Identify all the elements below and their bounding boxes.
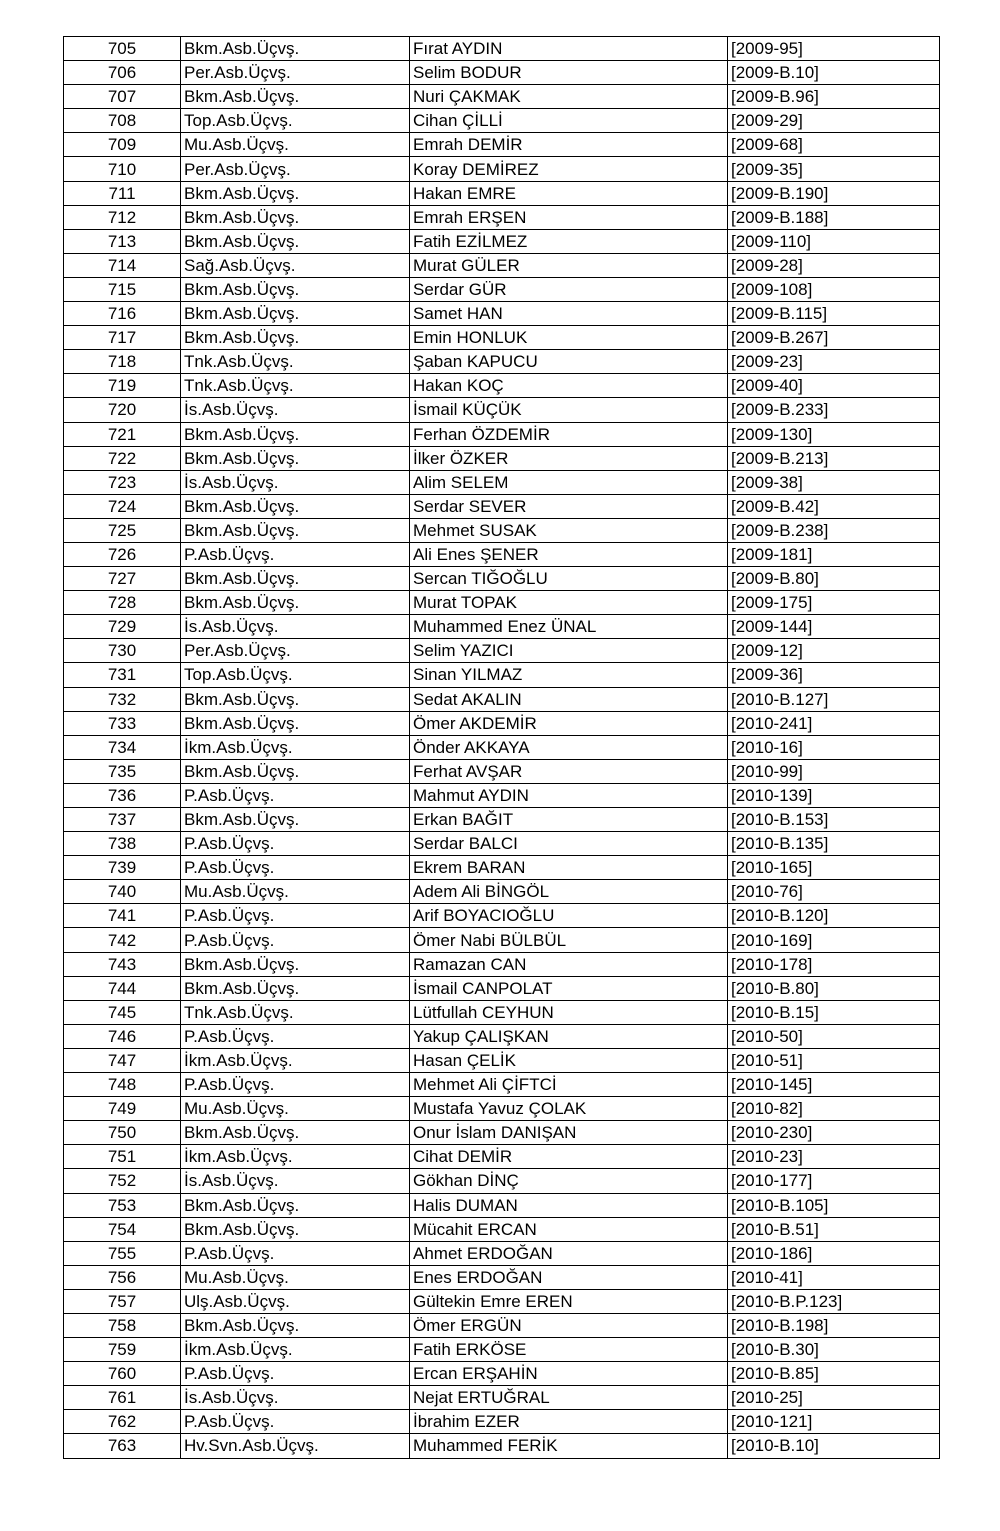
table-row: [64, 1193, 940, 1217]
row-number: 739: [64, 856, 181, 880]
table-row: [64, 1217, 940, 1241]
table-row: [64, 856, 940, 880]
row-number: 726: [64, 542, 181, 566]
code-cell: [2009-110]: [728, 229, 940, 253]
code-cell: [2009-108]: [728, 277, 940, 301]
table-row: [64, 277, 940, 301]
code-cell: [2009-B.233]: [728, 398, 940, 422]
code-cell: [2009-12]: [728, 639, 940, 663]
row-number: 717: [64, 326, 181, 350]
row-number: 728: [64, 591, 181, 615]
table-row: [64, 518, 940, 542]
table-row: [64, 494, 940, 518]
row-number: 754: [64, 1217, 181, 1241]
row-number: 761: [64, 1386, 181, 1410]
row-number: 734: [64, 735, 181, 759]
rank-cell: Bkm.Asb.Üçvş.: [181, 85, 410, 109]
name-cell: Erkan BAĞIT: [410, 808, 728, 832]
row-number: 762: [64, 1410, 181, 1434]
row-number: 743: [64, 952, 181, 976]
row-number: 727: [64, 567, 181, 591]
row-number: 747: [64, 1048, 181, 1072]
code-cell: [2009-B.80]: [728, 567, 940, 591]
row-number: 745: [64, 1000, 181, 1024]
rank-cell: Bkm.Asb.Üçvş.: [181, 567, 410, 591]
table-row: [64, 374, 940, 398]
row-number: 724: [64, 494, 181, 518]
rank-cell: Bkm.Asb.Üçvş.: [181, 494, 410, 518]
table-row: [64, 1410, 940, 1434]
rank-cell: Per.Asb.Üçvş.: [181, 61, 410, 85]
rank-cell: Per.Asb.Üçvş.: [181, 157, 410, 181]
name-cell: Ekrem BARAN: [410, 856, 728, 880]
code-cell: [2010-B.105]: [728, 1193, 940, 1217]
table-row: [64, 1097, 940, 1121]
table-row: [64, 542, 940, 566]
row-number: 711: [64, 181, 181, 205]
rank-cell: Bkm.Asb.Üçvş.: [181, 711, 410, 735]
table-row: [64, 253, 940, 277]
row-number: 718: [64, 350, 181, 374]
name-cell: Hasan ÇELİK: [410, 1048, 728, 1072]
rank-cell: Bkm.Asb.Üçvş.: [181, 277, 410, 301]
table-row: [64, 1241, 940, 1265]
rank-cell: Mu.Asb.Üçvş.: [181, 133, 410, 157]
rank-cell: P.Asb.Üçvş.: [181, 542, 410, 566]
rank-cell: P.Asb.Üçvş.: [181, 1410, 410, 1434]
name-cell: Selim YAZICI: [410, 639, 728, 663]
rank-cell: Bkm.Asb.Üçvş.: [181, 808, 410, 832]
name-cell: Ahmet ERDOĞAN: [410, 1241, 728, 1265]
table-row: [64, 832, 940, 856]
table-row: [64, 904, 940, 928]
name-cell: Koray DEMİREZ: [410, 157, 728, 181]
rank-cell: İs.Asb.Üçvş.: [181, 398, 410, 422]
name-cell: Mahmut AYDIN: [410, 783, 728, 807]
name-cell: Sinan YILMAZ: [410, 663, 728, 687]
name-cell: Nuri ÇAKMAK: [410, 85, 728, 109]
table-row: [64, 1121, 940, 1145]
row-number: 721: [64, 422, 181, 446]
row-number: 760: [64, 1362, 181, 1386]
name-cell: Emrah DEMİR: [410, 133, 728, 157]
name-cell: Sercan TIĞOĞLU: [410, 567, 728, 591]
table-row: [64, 735, 940, 759]
code-cell: [2009-B.42]: [728, 494, 940, 518]
rank-cell: P.Asb.Üçvş.: [181, 1073, 410, 1097]
name-cell: Muhammed FERİK: [410, 1434, 728, 1458]
rank-cell: Bkm.Asb.Üçvş.: [181, 1217, 410, 1241]
code-cell: [2010-B.198]: [728, 1313, 940, 1337]
code-cell: [2010-186]: [728, 1241, 940, 1265]
row-number: 758: [64, 1313, 181, 1337]
code-cell: [2010-B.85]: [728, 1362, 940, 1386]
rank-cell: İkm.Asb.Üçvş.: [181, 1048, 410, 1072]
table-row: [64, 350, 940, 374]
name-cell: Serdar SEVER: [410, 494, 728, 518]
table-row: [64, 591, 940, 615]
row-number: 742: [64, 928, 181, 952]
rank-cell: Hv.Svn.Asb.Üçvş.: [181, 1434, 410, 1458]
table-row: [64, 1169, 940, 1193]
rank-cell: Bkm.Asb.Üçvş.: [181, 952, 410, 976]
rank-cell: Bkm.Asb.Üçvş.: [181, 229, 410, 253]
name-cell: Fatih EZİLMEZ: [410, 229, 728, 253]
row-number: 741: [64, 904, 181, 928]
row-number: 740: [64, 880, 181, 904]
code-cell: [2010-76]: [728, 880, 940, 904]
code-cell: [2010-230]: [728, 1121, 940, 1145]
table-row: [64, 157, 940, 181]
name-cell: İbrahim EZER: [410, 1410, 728, 1434]
table-row: [64, 976, 940, 1000]
row-number: 751: [64, 1145, 181, 1169]
code-cell: [2010-B.127]: [728, 687, 940, 711]
rank-cell: İs.Asb.Üçvş.: [181, 470, 410, 494]
name-cell: Ferhan ÖZDEMİR: [410, 422, 728, 446]
table-row: [64, 759, 940, 783]
table-row: [64, 229, 940, 253]
table-row: [64, 37, 940, 61]
table-row: [64, 1048, 940, 1072]
code-cell: [2009-130]: [728, 422, 940, 446]
code-cell: [2010-121]: [728, 1410, 940, 1434]
code-cell: [2009-29]: [728, 109, 940, 133]
name-cell: Mustafa Yavuz ÇOLAK: [410, 1097, 728, 1121]
name-cell: Şaban KAPUCU: [410, 350, 728, 374]
table-row: [64, 952, 940, 976]
personnel-roster-table: [63, 36, 940, 1459]
code-cell: [2009-181]: [728, 542, 940, 566]
code-cell: [2010-B.15]: [728, 1000, 940, 1024]
code-cell: [2010-178]: [728, 952, 940, 976]
rank-cell: P.Asb.Üçvş.: [181, 928, 410, 952]
row-number: 730: [64, 639, 181, 663]
row-number: 709: [64, 133, 181, 157]
rank-cell: Bkm.Asb.Üçvş.: [181, 1193, 410, 1217]
code-cell: [2009-B.96]: [728, 85, 940, 109]
table-row: [64, 1289, 940, 1313]
name-cell: Adem Ali BİNGÖL: [410, 880, 728, 904]
rank-cell: Tnk.Asb.Üçvş.: [181, 1000, 410, 1024]
code-cell: [2009-B.188]: [728, 205, 940, 229]
name-cell: Alim SELEM: [410, 470, 728, 494]
code-cell: [2009-23]: [728, 350, 940, 374]
row-number: 723: [64, 470, 181, 494]
name-cell: Mücahit ERCAN: [410, 1217, 728, 1241]
row-number: 738: [64, 832, 181, 856]
rank-cell: Tnk.Asb.Üçvş.: [181, 374, 410, 398]
row-number: 706: [64, 61, 181, 85]
rank-cell: İs.Asb.Üçvş.: [181, 1386, 410, 1410]
rank-cell: P.Asb.Üçvş.: [181, 1241, 410, 1265]
row-number: 759: [64, 1338, 181, 1362]
rank-cell: P.Asb.Üçvş.: [181, 856, 410, 880]
rank-cell: Bkm.Asb.Üçvş.: [181, 302, 410, 326]
rank-cell: P.Asb.Üçvş.: [181, 1024, 410, 1048]
code-cell: [2010-241]: [728, 711, 940, 735]
rank-cell: Top.Asb.Üçvş.: [181, 663, 410, 687]
roster-body: [64, 37, 940, 1459]
name-cell: Ferhat AVŞAR: [410, 759, 728, 783]
rank-cell: Bkm.Asb.Üçvş.: [181, 518, 410, 542]
row-number: 763: [64, 1434, 181, 1458]
table-row: [64, 133, 940, 157]
row-number: 710: [64, 157, 181, 181]
rank-cell: İkm.Asb.Üçvş.: [181, 1145, 410, 1169]
name-cell: Gültekin Emre EREN: [410, 1289, 728, 1313]
table-row: [64, 711, 940, 735]
name-cell: Mehmet SUSAK: [410, 518, 728, 542]
name-cell: Onur İslam DANIŞAN: [410, 1121, 728, 1145]
code-cell: [2010-145]: [728, 1073, 940, 1097]
rank-cell: İs.Asb.Üçvş.: [181, 615, 410, 639]
rank-cell: Bkm.Asb.Üçvş.: [181, 976, 410, 1000]
row-number: 720: [64, 398, 181, 422]
row-number: 722: [64, 446, 181, 470]
name-cell: Arif BOYACIOĞLU: [410, 904, 728, 928]
name-cell: Mehmet Ali ÇİFTCİ: [410, 1073, 728, 1097]
name-cell: Önder AKKAYA: [410, 735, 728, 759]
row-number: 708: [64, 109, 181, 133]
rank-cell: Bkm.Asb.Üçvş.: [181, 37, 410, 61]
row-number: 749: [64, 1097, 181, 1121]
name-cell: Emrah ERŞEN: [410, 205, 728, 229]
code-cell: [2009-B.238]: [728, 518, 940, 542]
name-cell: Hakan EMRE: [410, 181, 728, 205]
rank-cell: Bkm.Asb.Üçvş.: [181, 591, 410, 615]
rank-cell: Mu.Asb.Üçvş.: [181, 1097, 410, 1121]
name-cell: Murat GÜLER: [410, 253, 728, 277]
name-cell: Fatih ERKÖSE: [410, 1338, 728, 1362]
row-number: 715: [64, 277, 181, 301]
table-row: [64, 61, 940, 85]
row-number: 729: [64, 615, 181, 639]
row-number: 713: [64, 229, 181, 253]
rank-cell: Bkm.Asb.Üçvş.: [181, 326, 410, 350]
table-row: [64, 567, 940, 591]
rank-cell: İkm.Asb.Üçvş.: [181, 1338, 410, 1362]
code-cell: [2009-28]: [728, 253, 940, 277]
row-number: 736: [64, 783, 181, 807]
table-row: [64, 880, 940, 904]
rank-cell: Bkm.Asb.Üçvş.: [181, 422, 410, 446]
code-cell: [2010-82]: [728, 1097, 940, 1121]
table-row: [64, 422, 940, 446]
row-number: 719: [64, 374, 181, 398]
code-cell: [2010-B.153]: [728, 808, 940, 832]
name-cell: Nejat ERTUĞRAL: [410, 1386, 728, 1410]
row-number: 757: [64, 1289, 181, 1313]
table-row: [64, 639, 940, 663]
table-row: [64, 1073, 940, 1097]
code-cell: [2010-23]: [728, 1145, 940, 1169]
name-cell: Ömer AKDEMİR: [410, 711, 728, 735]
name-cell: Ömer ERGÜN: [410, 1313, 728, 1337]
rank-cell: Top.Asb.Üçvş.: [181, 109, 410, 133]
table-row: [64, 302, 940, 326]
name-cell: Cihat DEMİR: [410, 1145, 728, 1169]
row-number: 705: [64, 37, 181, 61]
table-row: [64, 109, 940, 133]
name-cell: Murat TOPAK: [410, 591, 728, 615]
rank-cell: P.Asb.Üçvş.: [181, 1362, 410, 1386]
row-number: 725: [64, 518, 181, 542]
table-row: [64, 398, 940, 422]
code-cell: [2010-B.P.123]: [728, 1289, 940, 1313]
code-cell: [2009-95]: [728, 37, 940, 61]
code-cell: [2010-139]: [728, 783, 940, 807]
row-number: 716: [64, 302, 181, 326]
rank-cell: Per.Asb.Üçvş.: [181, 639, 410, 663]
rank-cell: P.Asb.Üçvş.: [181, 783, 410, 807]
code-cell: [2010-51]: [728, 1048, 940, 1072]
row-number: 714: [64, 253, 181, 277]
code-cell: [2009-B.267]: [728, 326, 940, 350]
code-cell: [2010-177]: [728, 1169, 940, 1193]
name-cell: İlker ÖZKER: [410, 446, 728, 470]
table-row: [64, 1024, 940, 1048]
table-row: [64, 446, 940, 470]
table-row: [64, 687, 940, 711]
rank-cell: Tnk.Asb.Üçvş.: [181, 350, 410, 374]
name-cell: Selim BODUR: [410, 61, 728, 85]
name-cell: Emin HONLUK: [410, 326, 728, 350]
name-cell: Gökhan DİNÇ: [410, 1169, 728, 1193]
row-number: 748: [64, 1073, 181, 1097]
row-number: 746: [64, 1024, 181, 1048]
row-number: 753: [64, 1193, 181, 1217]
table-row: [64, 1362, 940, 1386]
code-cell: [2010-41]: [728, 1265, 940, 1289]
code-cell: [2009-40]: [728, 374, 940, 398]
name-cell: Ercan ERŞAHİN: [410, 1362, 728, 1386]
code-cell: [2009-B.115]: [728, 302, 940, 326]
code-cell: [2009-68]: [728, 133, 940, 157]
rank-cell: Ulş.Asb.Üçvş.: [181, 1289, 410, 1313]
table-row: [64, 326, 940, 350]
table-row: [64, 1313, 940, 1337]
name-cell: Lütfullah CEYHUN: [410, 1000, 728, 1024]
table-row: [64, 470, 940, 494]
code-cell: [2010-B.120]: [728, 904, 940, 928]
name-cell: Hakan KOÇ: [410, 374, 728, 398]
row-number: 733: [64, 711, 181, 735]
rank-cell: Sağ.Asb.Üçvş.: [181, 253, 410, 277]
row-number: 750: [64, 1121, 181, 1145]
row-number: 735: [64, 759, 181, 783]
table-row: [64, 928, 940, 952]
name-cell: Sedat AKALIN: [410, 687, 728, 711]
code-cell: [2009-144]: [728, 615, 940, 639]
code-cell: [2010-169]: [728, 928, 940, 952]
row-number: 752: [64, 1169, 181, 1193]
code-cell: [2010-25]: [728, 1386, 940, 1410]
table-row: [64, 663, 940, 687]
rank-cell: Bkm.Asb.Üçvş.: [181, 205, 410, 229]
code-cell: [2009-B.190]: [728, 181, 940, 205]
rank-cell: P.Asb.Üçvş.: [181, 904, 410, 928]
table-row: [64, 85, 940, 109]
name-cell: Halis DUMAN: [410, 1193, 728, 1217]
name-cell: İsmail CANPOLAT: [410, 976, 728, 1000]
rank-cell: P.Asb.Üçvş.: [181, 832, 410, 856]
code-cell: [2009-35]: [728, 157, 940, 181]
name-cell: Ali Enes ŞENER: [410, 542, 728, 566]
name-cell: Serdar GÜR: [410, 277, 728, 301]
rank-cell: Mu.Asb.Üçvş.: [181, 1265, 410, 1289]
name-cell: Serdar BALCI: [410, 832, 728, 856]
name-cell: Muhammed Enez ÜNAL: [410, 615, 728, 639]
rank-cell: İkm.Asb.Üçvş.: [181, 735, 410, 759]
table-row: [64, 1145, 940, 1169]
table-row: [64, 808, 940, 832]
rank-cell: Bkm.Asb.Üçvş.: [181, 759, 410, 783]
row-number: 732: [64, 687, 181, 711]
table-row: [64, 1386, 940, 1410]
table-row: [64, 205, 940, 229]
code-cell: [2010-99]: [728, 759, 940, 783]
code-cell: [2010-B.51]: [728, 1217, 940, 1241]
table-row: [64, 615, 940, 639]
code-cell: [2010-B.30]: [728, 1338, 940, 1362]
code-cell: [2009-36]: [728, 663, 940, 687]
table-row: [64, 1000, 940, 1024]
row-number: 707: [64, 85, 181, 109]
table-row: [64, 181, 940, 205]
code-cell: [2010-B.80]: [728, 976, 940, 1000]
code-cell: [2009-175]: [728, 591, 940, 615]
name-cell: Ömer Nabi BÜLBÜL: [410, 928, 728, 952]
code-cell: [2010-50]: [728, 1024, 940, 1048]
code-cell: [2010-B.10]: [728, 1434, 940, 1458]
row-number: 731: [64, 663, 181, 687]
rank-cell: Bkm.Asb.Üçvş.: [181, 446, 410, 470]
table-row: [64, 783, 940, 807]
code-cell: [2009-B.10]: [728, 61, 940, 85]
name-cell: Yakup ÇALIŞKAN: [410, 1024, 728, 1048]
row-number: 756: [64, 1265, 181, 1289]
rank-cell: Mu.Asb.Üçvş.: [181, 880, 410, 904]
table-row: [64, 1338, 940, 1362]
rank-cell: Bkm.Asb.Üçvş.: [181, 1313, 410, 1337]
table-row: [64, 1434, 940, 1458]
name-cell: Samet HAN: [410, 302, 728, 326]
rank-cell: Bkm.Asb.Üçvş.: [181, 181, 410, 205]
name-cell: Enes ERDOĞAN: [410, 1265, 728, 1289]
code-cell: [2010-16]: [728, 735, 940, 759]
rank-cell: İs.Asb.Üçvş.: [181, 1169, 410, 1193]
table-row: [64, 1265, 940, 1289]
name-cell: Ramazan CAN: [410, 952, 728, 976]
name-cell: Cihan ÇİLLİ: [410, 109, 728, 133]
rank-cell: Bkm.Asb.Üçvş.: [181, 687, 410, 711]
row-number: 712: [64, 205, 181, 229]
row-number: 737: [64, 808, 181, 832]
row-number: 744: [64, 976, 181, 1000]
code-cell: [2010-B.135]: [728, 832, 940, 856]
row-number: 755: [64, 1241, 181, 1265]
code-cell: [2009-38]: [728, 470, 940, 494]
code-cell: [2009-B.213]: [728, 446, 940, 470]
rank-cell: Bkm.Asb.Üçvş.: [181, 1121, 410, 1145]
name-cell: İsmail KÜÇÜK: [410, 398, 728, 422]
code-cell: [2010-165]: [728, 856, 940, 880]
name-cell: Fırat AYDIN: [410, 37, 728, 61]
